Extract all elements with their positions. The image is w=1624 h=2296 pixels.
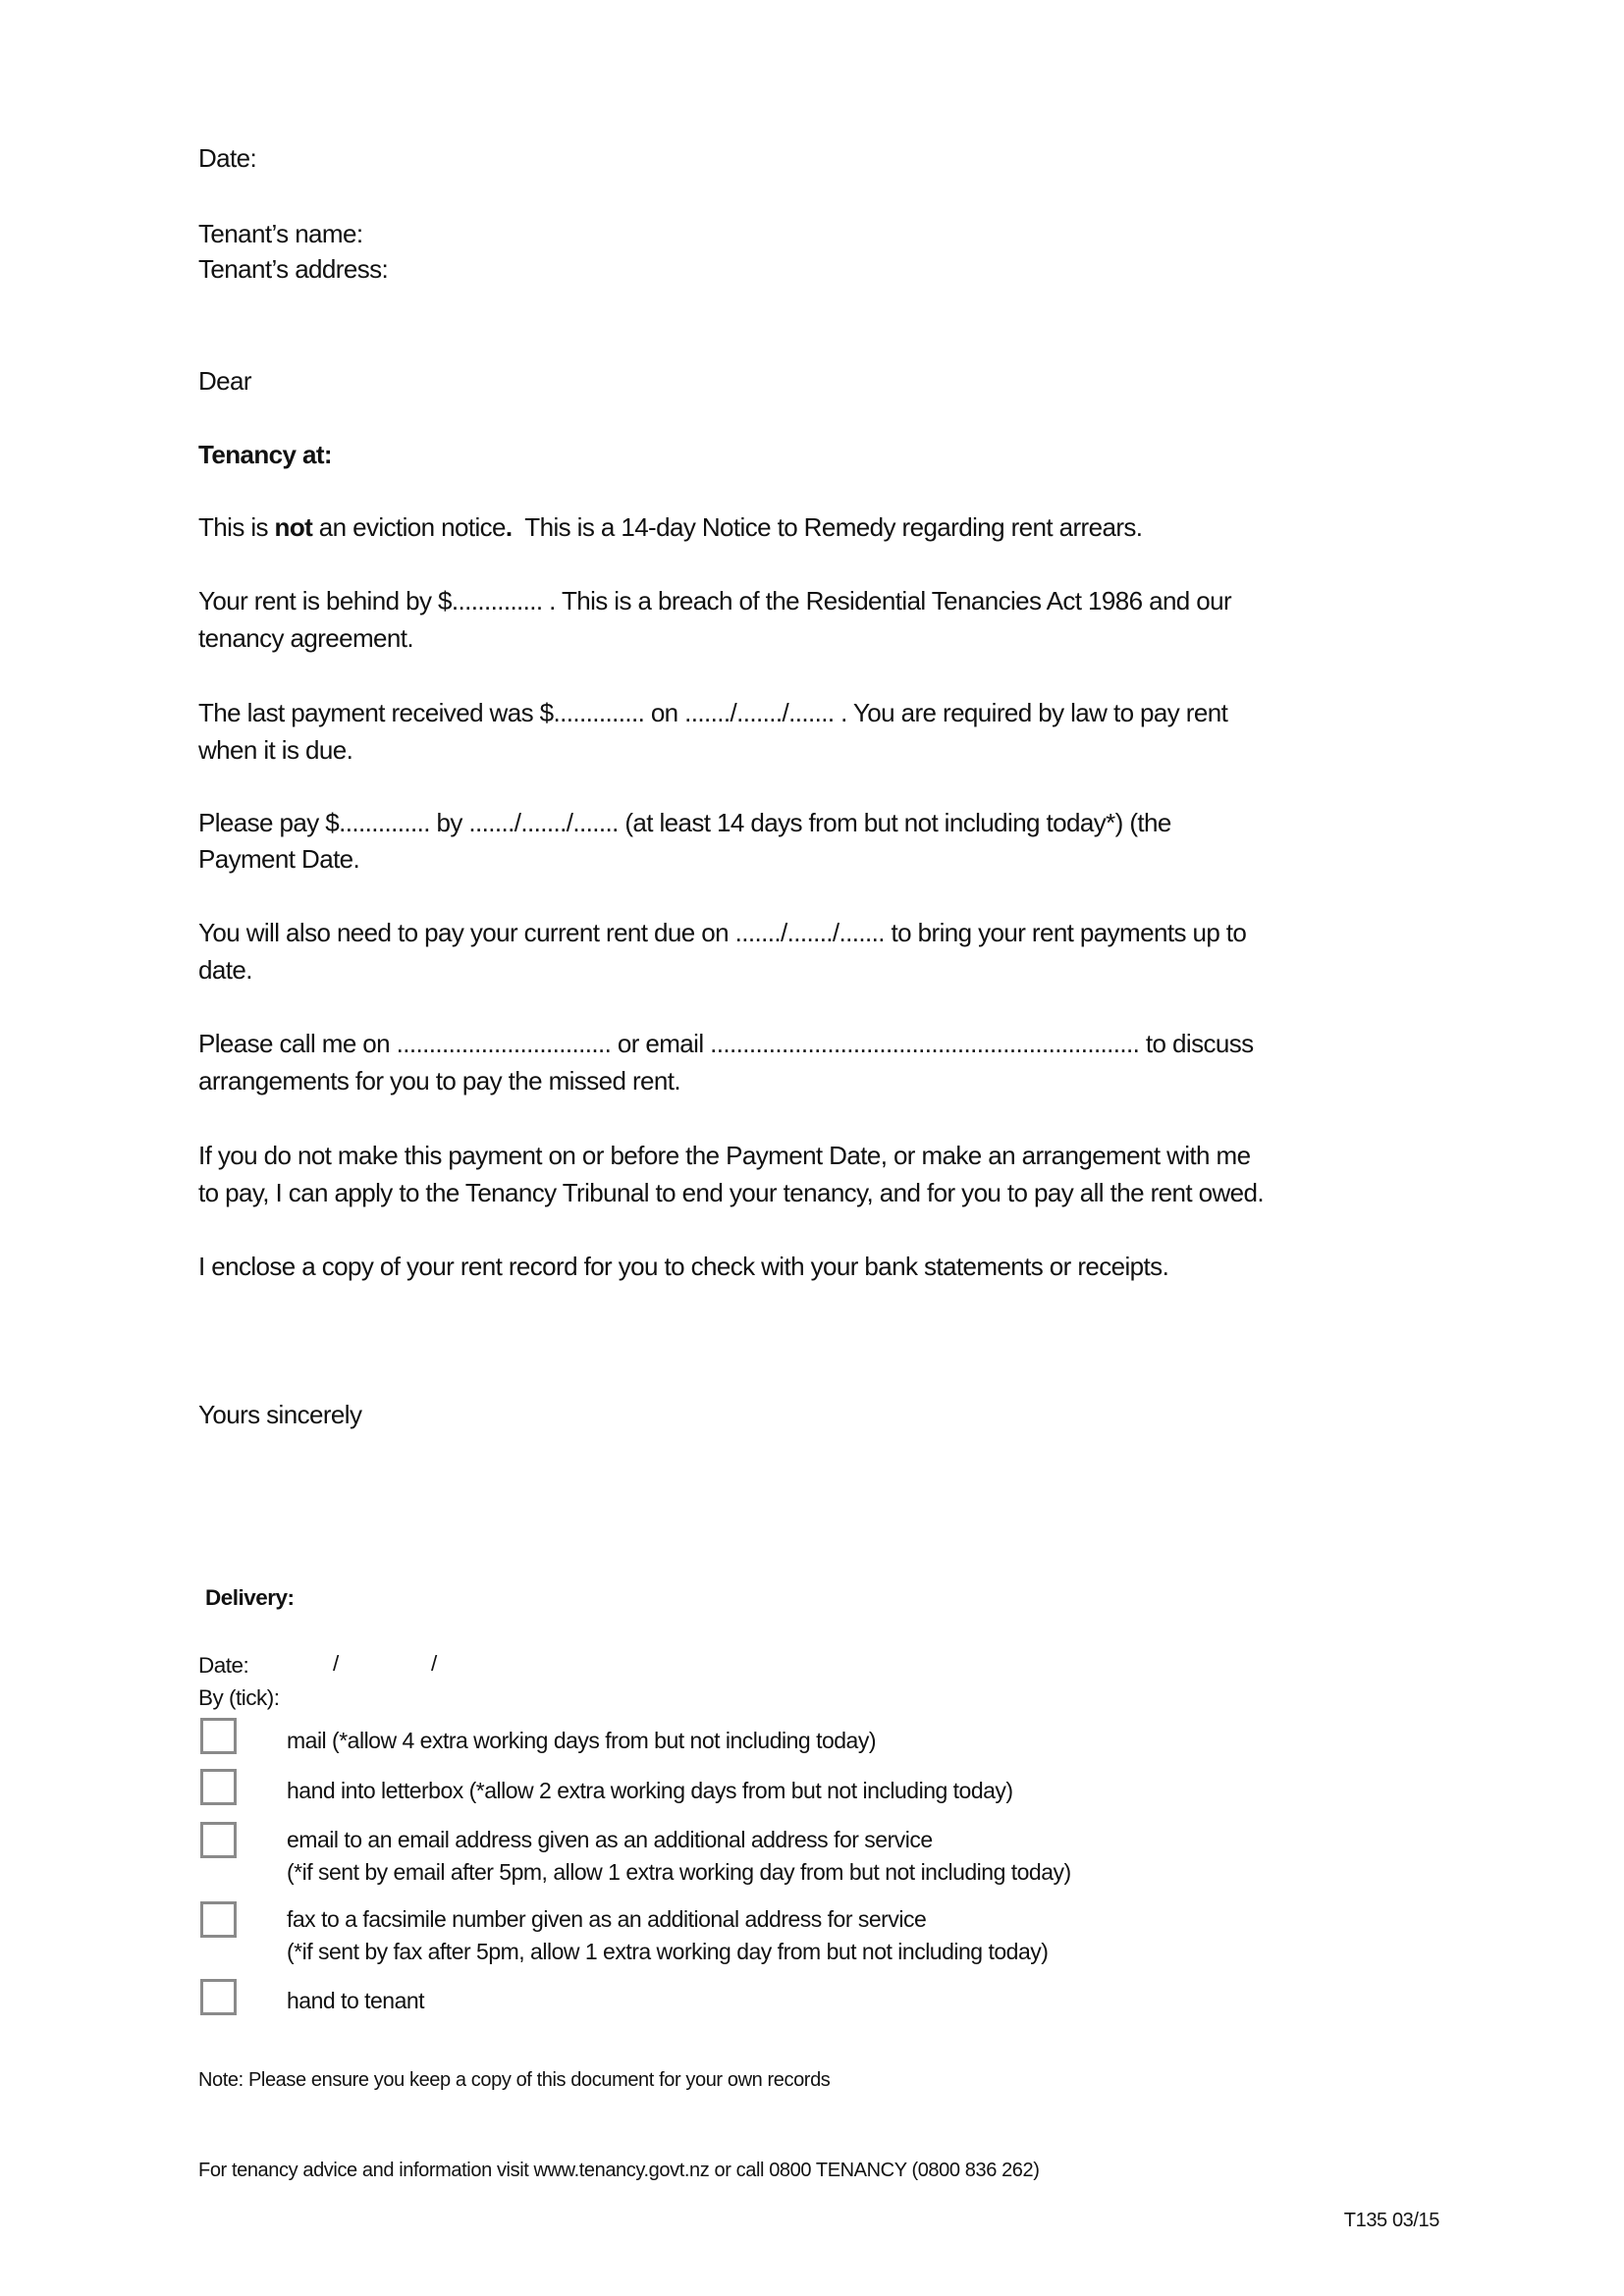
paragraph-please-pay-line1: Please pay $.............. by ......./......./....... (at least 14 days from but not including today*) (the	[198, 808, 1171, 837]
date-label: Date:	[198, 143, 257, 173]
tenant-address-label: Tenant’s address:	[198, 254, 389, 284]
paragraph-contact-line2: arrangements for you to pay the missed rent.	[198, 1066, 680, 1095]
paragraph-last-payment-line1: The last payment received was $.............. on ......./......./....... . You are required by law to pay rent	[198, 698, 1228, 727]
paragraph-contact-line1: Please call me on ................................. or email .................................................................. to discuss	[198, 1029, 1254, 1058]
paragraph-consequence-line2: to pay, I can apply to the Tenancy Tribunal to end your tenancy, and for you to pay all the rent owed.	[198, 1178, 1264, 1207]
delivery-by-label: By (tick):	[198, 1685, 280, 1710]
salutation: Dear	[198, 366, 251, 396]
checkbox-email[interactable]	[200, 1822, 237, 1858]
paragraph-last-payment-line2: when it is due.	[198, 735, 353, 765]
tenant-name-label: Tenant’s name:	[198, 219, 363, 248]
checkbox-mail[interactable]	[200, 1718, 237, 1754]
paragraph-please-pay-line2: Payment Date.	[198, 844, 360, 874]
paragraph-current-rent-line1: You will also need to pay your current rent due on ......./......./....... to bring your rent payments up to	[198, 918, 1247, 947]
footer-advice: For tenancy advice and information visit www.tenancy.govt.nz or call 0800 TENANCY (0800 836 262)	[198, 2160, 1040, 2181]
paragraph-rent-behind-line2: tenancy agreement.	[198, 623, 414, 653]
closing: Yours sincerely	[198, 1400, 362, 1429]
paragraph-current-rent-line2: date.	[198, 955, 252, 985]
tenancy-at-label: Tenancy at:	[198, 440, 332, 469]
paragraph-enclose: I enclose a copy of your rent record for you to check with your bank statements or receipts.	[198, 1252, 1169, 1281]
option-letterbox-label: hand into letterbox (*allow 2 extra working days from but not including today)	[287, 1778, 1013, 1803]
option-fax-note: (*if sent by fax after 5pm, allow 1 extra working day from but not including today)	[287, 1939, 1049, 1964]
paragraph-not-eviction: This is not an eviction notice. This is a 14-day Notice to Remedy regarding rent arrears.	[198, 512, 1143, 542]
option-hand-to-tenant-label: hand to tenant	[287, 1988, 425, 2013]
checkbox-hand-to-tenant[interactable]	[200, 1979, 237, 2015]
delivery-date-separator: /	[333, 1651, 339, 1676]
paragraph-consequence-line1: If you do not make this payment on or before the Payment Date, or make an arrangement with me	[198, 1141, 1251, 1170]
checkbox-letterbox[interactable]	[200, 1769, 237, 1805]
delivery-date-label: Date:	[198, 1653, 249, 1678]
delivery-date-separator: /	[431, 1651, 437, 1676]
delivery-heading: Delivery:	[205, 1585, 295, 1610]
option-email-label: email to an email address given as an additional address for service	[287, 1827, 933, 1852]
option-fax-label: fax to a facsimile number given as an additional address for service	[287, 1906, 927, 1932]
option-mail-label: mail (*allow 4 extra working days from but not including today)	[287, 1728, 877, 1753]
option-email-note: (*if sent by email after 5pm, allow 1 extra working day from but not including today)	[287, 1859, 1071, 1885]
footer-note: Note: Please ensure you keep a copy of this document for your own records	[198, 2069, 831, 2091]
checkbox-fax[interactable]	[200, 1901, 237, 1938]
paragraph-rent-behind-line1: Your rent is behind by $.............. . This is a breach of the Residential Tenancies Act 1986 and our	[198, 586, 1232, 615]
form-code: T135 03/15	[1343, 2210, 1439, 2231]
